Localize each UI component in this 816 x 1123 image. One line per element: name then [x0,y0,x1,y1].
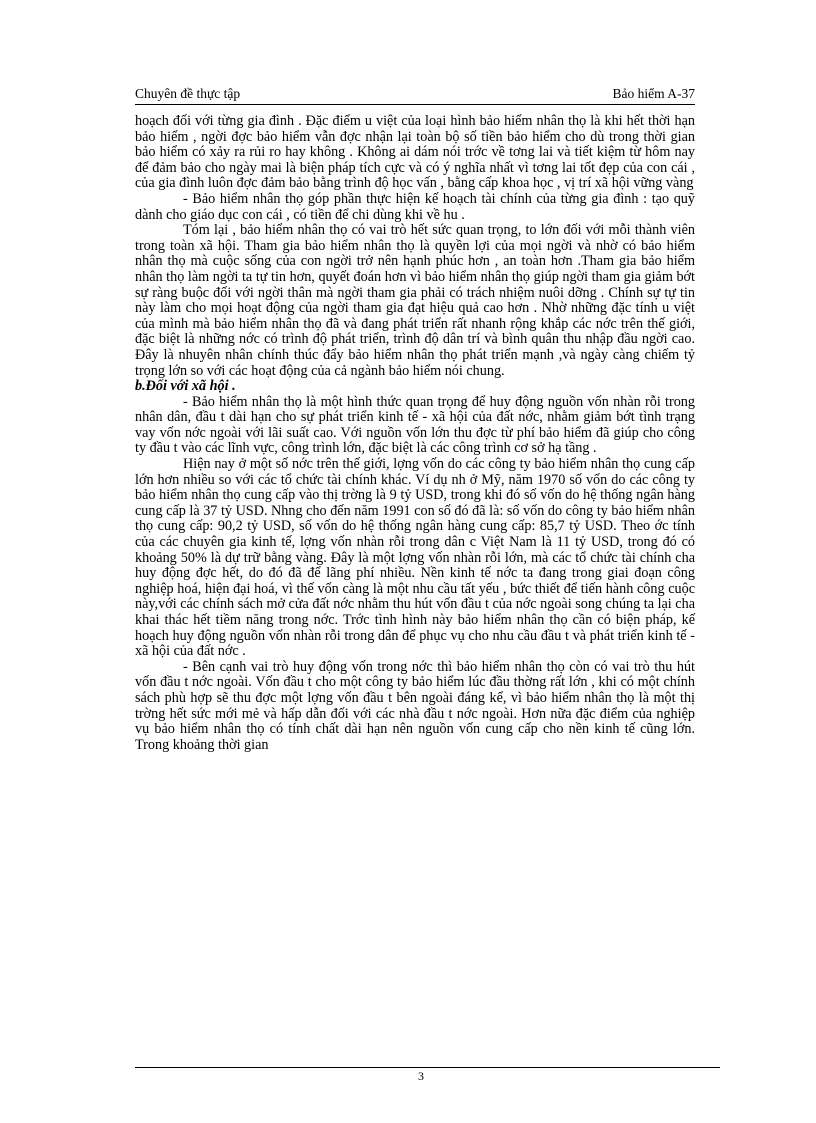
header-document-title: Chuyên đề thực tập [135,86,241,101]
page-header [135,84,695,105]
footer-divider [135,1067,720,1068]
paragraph: hoạch đối với từng gia đình . Đặc điểm u việt của loại hình bảo hiểm nhân thọ là khi hết thời hạn bảo hiểm , ngời đợc bảo hiểm vẫn đợc nhận lại toàn bộ số tiền bảo hiểm cho dù trong thời gian bảo hiểm có xảy ra rủi ro hay không . Không ai dám nói trớc về tơng lai và tiết kiệm từ hôm nay để đảm bảo cho ngày mai là biện pháp tích cực và có ý nghĩa nhất vì tơng lai tốt đẹp của con cái , của gia đình luôn đợc đảm bảo bằng trình độ học vấn , bằng cấp khoa học , vị trí xã hội vững vàng [135,113,695,192]
paragraph: - Bên cạnh vai trò huy động vốn trong nớc thì bảo hiểm nhân thọ còn có vai trò thu hút vốn đầu t nớc ngoài. Vốn đầu t cho một công ty bảo hiểm lúc đầu thờng rất lớn , khi có một chính sách phù hợp sẽ thu đợc một lợng vốn đầu t bên ngoài đáng kể, vì bảo hiểm nhân thọ là một thị trờng hết sức mới mẻ và hấp dẫn đối với các nhà đầu t nớc ngoài. Hơn nữa đặc điểm của nghiệp vụ bảo hiểm nhân thọ có tính chất dài hạn nên nguồn vốn cung cấp cho nền kinh tế cũng lớn. Trong khoảng thời gian [135,658,695,753]
header-section-label: Bảo hiểm A-37 [612,86,695,101]
section-heading: b.Đối với xã hội . [135,378,236,395]
paragraph: - Bảo hiểm nhân thọ góp phần thực hiện kế hoạch tài chính của từng gia đình : tạo quỹ dành cho giáo dục con cái , có tiền để chi dùng khi về hu . [135,190,695,223]
paragraph: Hiện nay ở một số nớc trên thế giới, lợng vốn do các công ty bảo hiểm nhân thọ cung cấp lớn hơn nhiều so với các tổ chức tài chính khác. Ví dụ nh ở Mỹ, năm 1970 số vốn do các công ty bảo hiểm nhân thọ cung cấp vào thị trờng là 9 tỷ USD, trong khi đó số vốn do hệ thống ngân hàng cung cấp là 37 tỷ USD. Nhng cho đến năm 1991 con số đó đã là: số vốn do công ty bảo hiểm nhân thọ cung cấp: 90,2 tỷ USD, số vốn do hệ thống ngân hàng cung cấp: 85,7 tỷ USD. Theo ớc tính của các chuyên gia kinh tế, lợng vốn nhàn rỗi trong dân c Việt Nam là 11 tỷ USD, trong đó có khoảng 50% là dự trữ bằng vàng. Đây là một lợng vốn nhàn rỗi lớn, mà các tổ chức tài chính cha huy động đợc hết, do đó đã để lãng phí nhiều. Nền kinh tế nớc ta đang trong giai đoạn công nghiệp hoá, hiện đại hoá, vì thế vốn càng là một nhu cầu tất yếu , bức thiết để tiến hành công cuộc này,với các chính sách mở cửa đất nớc nhằm thu hút vốn đầu t của nớc ngoài song chúng ta lại cha khai thác hết tiềm năng trong nớc. Trớc tình hình này bảo hiểm nhân thọ cần có biện pháp, kế hoạch huy động nguồn vốn nhàn rỗi trong dân để phục vụ cho nhu cầu đầu t và phát triển kinh tế - xã hội của đất nớc . [135,456,695,660]
paragraph: - Bảo hiểm nhân thọ là một hình thức quan trọng để huy động nguồn vốn nhàn rỗi trong nhân dân, đầu t dài hạn cho sự phát triển kinh tế - xã hội của đất nớc, nhằm giảm bớt tình trạng vay vốn nớc ngoài với lãi suất cao. Với nguồn vốn lớn thu đợc từ phí bảo hiểm đã giúp cho công ty đầu t vào các lĩnh vực, công trình lớn, đặc biệt là các công trình cơ sở hạ tầng . [135,393,695,457]
document-body [135,114,695,753]
paragraph: Tóm lại , bảo hiểm nhân thọ có vai trò hết sức quan trọng, to lớn đối với mỗi thành viên trong toàn xã hội. Tham gia bảo hiểm nhân thọ là quyền lợi của mọi ngời và nhờ có bảo hiểm nhân thọ mà cuộc sống của con ngời trở nên hạnh phúc hơn , an toàn hơn .Tham gia bảo hiểm nhân thọ làm ngời ta tự tin hơn, quyết đoán hơn vì bảo hiểm nhân thọ giúp ngời tham gia giảm bớt sự ràng buộc đối với ngời thân mà ngời tham gia phải có trách nhiệm nuôi dỡng . Chính sự tự tin này làm cho mọi hoạt động của ngời tham gia đạt hiệu quả cao hơn . Nhờ những đặc tính u việt của mình mà bảo hiểm nhân thọ đã và đang phát triển rất nhanh rộng khắp các nớc trên thế giới, đặc biệt là những nớc có trình độ phát triển, trình độ dân trí và bình quân thu nhập đầu ngời cao. Đây là nhuyên nhân chính thúc đẩy bảo hiểm nhân thọ phát triển mạnh ,và ngày càng chiếm tỷ trọng lớn so với các hoạt động của cả ngành bảo hiểm nói chung. [135,222,695,379]
page-number: 3 [418,1069,424,1083]
